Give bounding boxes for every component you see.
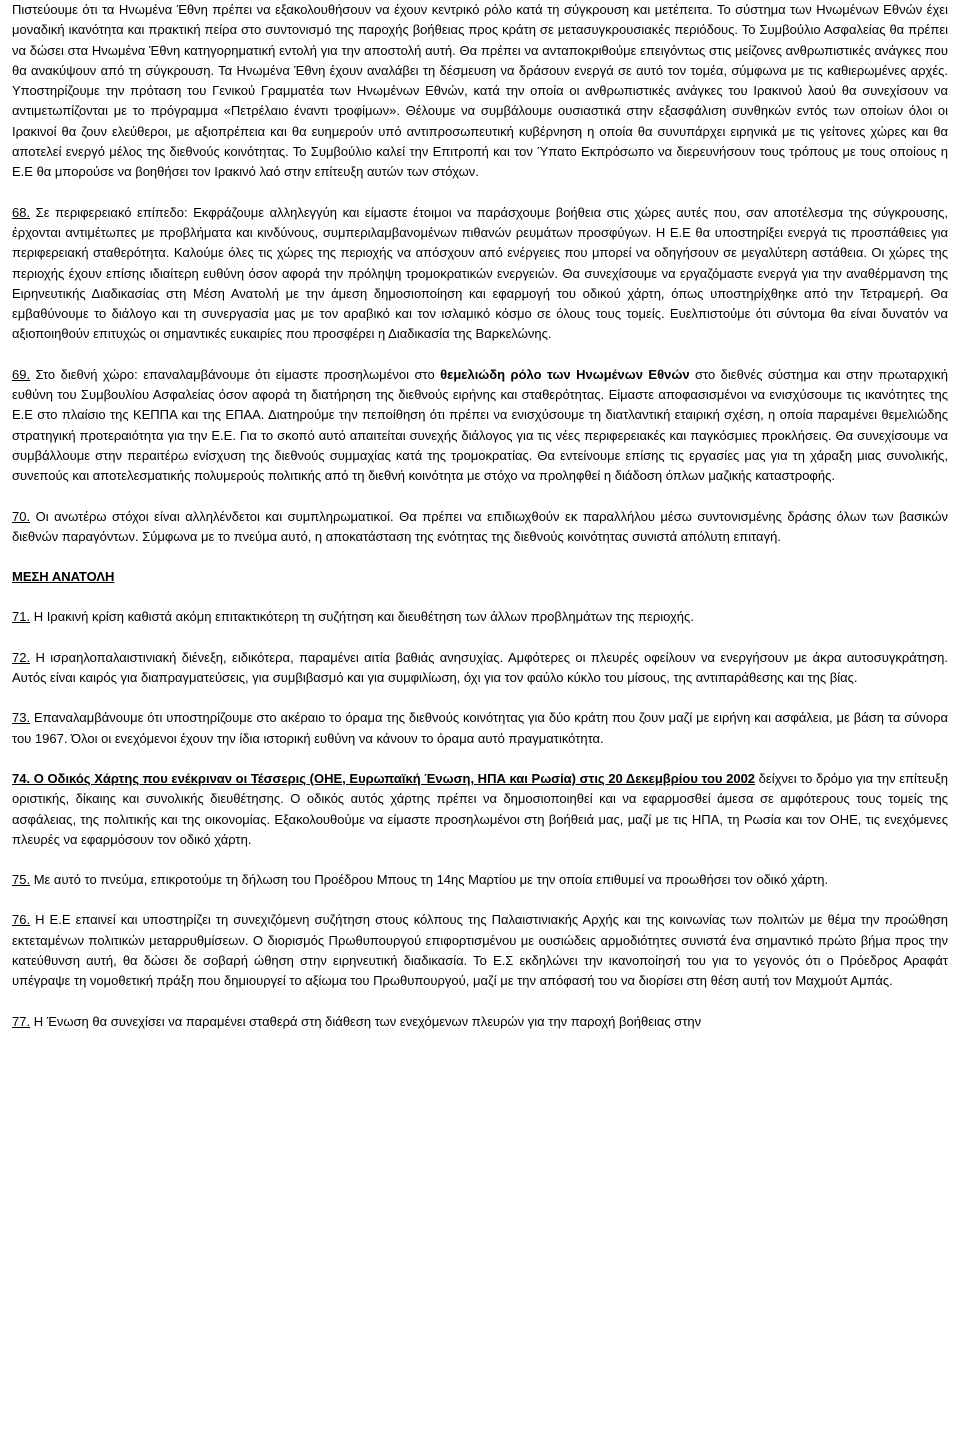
paragraph-73 [12, 708, 948, 749]
paragraph-75 [12, 870, 948, 890]
paragraph-number: 77. [12, 1013, 31, 1029]
paragraph-text: Επαναλαμβάνουμε ότι υποστηρίζουμε στο ακέραιο το όραμα της διεθνούς κοινότητας για δύο κράτη που ζουν μαζί με ειρήνη και ασφάλεια, με βάση τα σύνορα του 1967. Όλοι οι ενεχόμενοι έχουν την ίδια ιστορική ευθύνη να κάνουν το όραμα αυτό πραγματικότητα. [12, 710, 948, 746]
paragraph-76 [12, 910, 948, 991]
paragraph-number: 70. [12, 508, 31, 524]
paragraph-number: 69. [12, 366, 31, 382]
paragraph-number: 74. [12, 770, 31, 786]
paragraph-70 [12, 507, 948, 548]
paragraph-text: Με αυτό το πνεύμα, επικροτούμε τη δήλωση του Προέδρου Μπους τη 14ης Μαρτίου με την οποία επιθυμεί να προωθήσει τον οδικό χάρτη. [30, 872, 829, 888]
paragraph-text: Η ισραηλοπαλαιστινιακή διένεξη, ειδικότερα, παραμένει αιτία βαθιάς ανησυχίας. Αμφότερες οι πλευρές οφείλουν να ενεργήσουν με άκρα αυτοσυγκράτηση. Αυτός είναι καιρός για διαπραγματεύσεις, για συμβιβασμό και για συμφιλίωση, όχι για τον φαύλο κύκλο του μίσους, της αντιπαράθεσης και της βίας. [12, 649, 948, 686]
paragraph-number: 68. [12, 204, 31, 220]
paragraph-69 [12, 365, 948, 487]
paragraph-intro: Πιστεύουμε ότι τα Ηνωμένα Έθνη πρέπει να εξακολουθήσουν να έχουν κεντρικό ρόλο κατά τη σύγκρουση και μετέπειτα. Το σύστημα των Ηνωμένων Εθνών έχει μοναδική ικανότητα και πρακτική πείρα στο συντονισμό της παροχής βοήθειας προς κράτη σε μετασυγκρουσιακές περιόδους. Το Συμβούλιο Ασφαλείας θα πρέπει να δώσει στα Ηνωμένα Έθνη κατηγορηματική εντολή για την αποστολή αυτή. Θα πρέπει να ανταποκριθούμε επειγόντως στις μείζονες ανθρωπιστικές ανάγκες που θα ανακύψουν από τη σύγκρουση. Τα Ηνωμένα Έθνη έχουν αναλάβει τη δέσμευση να δράσουν ενεργά σε αυτό τον τομέα, σύμφωνα με τις καθιερωμένες αρχές. Υποστηρίζουμε την πρόταση του Γενικού Γραμματέα των Ηνωμένων Εθνών, κατά την οποία οι ανθρωπιστικές ανάγκες του Ιρακινού λαού θα συνεχίσουν να αντιμετωπίζονται με το πρόγραμμα «Πετρέλαιο έναντι τροφίμων». Θέλουμε να συμβάλουμε ουσιαστικά στην εξασφάλιση συνθηκών εντός των οποίων όλοι οι Ιρακινοί θα ζουν ελεύθεροι, με αξιοπρέπεια και θα ευημερούν υπό αντιπροσωπευτική κυβέρνηση η οποία θα συνυπάρχει ειρηνικά με τις γείτονες χώρες και θα αποτελεί ενεργό μέλος της διεθνούς κοινότητας. Το Συμβούλιο καλεί την Επιτροπή και τον Ύπατο Εκπρόσωπο να διερευνήσουν τους τρόπους με τους οποίους η Ε.Ε θα μπορούσε να βοηθήσει τον Ιρακινό λαό στην επίτευξη αυτών των στόχων. [12, 2, 948, 180]
paragraph-text: Οι ανωτέρω στόχοι είναι αλληλένδετοι και συμπληρωματικοί. Θα πρέπει να επιδιωχθούν εκ παραλλήλου μέσω συντονισμένης δράσης όλων των βασικών διεθνών παραγόντων. Σύμφωνα με το πνεύμα αυτό, η αποκατάσταση της ενότητας της διεθνούς κοινότητας συνιστά απόλυτη επιταγή. [12, 508, 948, 544]
paragraph-number: 72. [12, 649, 31, 665]
paragraph-bold-text: Ο Οδικός Χάρτης που ενέκριναν οι Τέσσερις (ΟΗΕ, Ευρωπαϊκή Ένωση, ΗΠΑ και Ρωσία) στις 20 Δεκεμβρίου του 2002 [30, 770, 756, 786]
paragraph-68 [12, 203, 948, 345]
paragraph-bold-text: θεμελιώδη ρόλο των Ηνωμένων Εθνών [440, 366, 690, 382]
paragraph-text: στο διεθνές σύστημα και στην πρωταρχική ευθύνη του Συμβουλίου Ασφαλείας όσον αφορά τη διατήρηση της διεθνούς ειρήνης και σταθερότητας. Είμαστε αποφασισμένοι να ενισχύσουμε τις ικανότητες της Ε.Ε στο πλαίσιο της ΚΕΠΠΑ και της ΕΠΑΑ. Διατηρούμε την πεποίθηση ότι πρέπει να ενισχύσουμε τη διατλαντική εταιρική σχέση, η οποία παραμένει θεμελιώδης στρατηγική προτεραιότητα για την Ε.Ε. Για το σκοπό αυτό απαιτείται συνεχής διάλογος για τις νέες περιφερειακές και παγκόσμιες προκλήσεις. Θα συνεχίσουμε να συμβάλλουμε στην περαιτέρω ενίσχυση της διεθνούς συμμαχίας κατά της τρομοκρατίας. Θα εντείνουμε επίσης τις εργασίες μας για τη χάραξη μιας συνολικής, συνεπούς και αποτελεσματικής πολυμερούς πολιτικής από τη διεθνή κοινότητα με στόχο να προληφθεί η διάδοση όπλων μαζικής καταστροφής. [12, 366, 948, 484]
paragraph-number: 76. [12, 912, 31, 928]
paragraph-text: Σε περιφερειακό επίπεδο: Εκφράζουμε αλληλεγγύη και είμαστε έτοιμοι να παράσχουμε βοήθεια στις χώρες αυτές που, σαν αποτέλεσμα της σύγκρουσης, έρχονται αντιμέτωπες με προβλήματα και κινδύνους, συμπεριλαμβανομένων πιθανών ρευμάτων προσφύγων. Η Ε.Ε θα υποστηρίξει ενεργά τις προσπάθειες για περιφερειακή σταθερότητα. Καλούμε όλες τις χώρες της περιοχής να απόσχουν από ενέργειες που μπορεί να οδηγήσουν σε μεγαλύτερη αστάθεια. Οι χώρες της περιοχής έχουν επίσης ιδιαίτερη ευθύνη όσον αφορά την πρόληψη τρομοκρατικών ενεργειών. Θα συνεχίσουμε να εργαζόμαστε ενεργά για την αναθέρμανση της Ειρηνευτικής Διαδικασίας στη Μέση Ανατολή με την άμεση δημοσιοποίηση και εφαρμογή του οδικού χάρτη, όπως υποστηρίχθηκε από την Τετραμερή. Θα εμβαθύνουμε το διάλογο και τη συνεργασία μας με τον αραβικό και τον ισλαμικό κόσμο σε όλους τους τομείς. Ευελπιστούμε ότι σύντομα θα είναι δυνατόν να αξιοποιηθούν επιτυχώς οι σημαντικές ευκαιρίες που προσφέρει η Διαδικασία της Βαρκελώνης. [12, 204, 948, 342]
paragraph-text: Η Ιρακινή κρίση καθιστά ακόμη επιτακτικότερη τη συζήτηση και διευθέτηση των άλλων προβλημάτων της περιοχής. [30, 609, 694, 625]
paragraph-74 [12, 769, 948, 850]
paragraph-number: 75. [12, 872, 31, 888]
paragraph-77 [12, 1012, 948, 1032]
paragraph-number: 71. [12, 609, 31, 625]
paragraph-text: Η Ένωση θα συνεχίσει να παραμένει σταθερά στη διάθεση των ενεχόμενων πλευρών για την παροχή βοήθειας στην [30, 1013, 702, 1029]
section-heading-middle-east: ΜΕΣΗ ΑΝΑΤΟΛΗ [12, 569, 115, 585]
paragraph-71 [12, 607, 948, 627]
paragraph-72 [12, 648, 948, 689]
paragraph-text: Η Ε.Ε επαινεί και υποστηρίζει τη συνεχιζόμενη συζήτηση στους κόλπους της Παλαιστινιακής Αρχής και της κοινωνίας των πολιτών με θέμα την προώθηση εκτεταμένων πολιτικών μεταρρυθμίσεων. Ο διορισμός Πρωθυπουργού επιφορτισμένου με ουσιώδεις αρμοδιότητες συνιστά ένα σημαντικό πρώτο βήμα προς την κατεύθυνση αυτή, θα δώσει δε σοβαρή ώθηση στην ειρηνευτική διαδικασία. Το Ε.Σ εκδηλώνει την ικανοποίησή του για το γεγονός ότι ο Πρόεδρος Αραφάτ υπέγραψε τη νομοθετική πράξη που δημιουργεί το αξίωμα του Πρωθυπουργού, μαζί με την απόφασή του να διορίσει στη θέση αυτή τον Μαχμούτ Αμπάς. [12, 912, 948, 989]
paragraph-number: 73. [12, 710, 31, 726]
paragraph-text: Στο διεθνή χώρο: επαναλαμβάνουμε ότι είμαστε προσηλωμένοι στο [30, 366, 441, 382]
paragraph-text: δείχνει το δρόμο για την επίτευξη οριστικής, δίκαιης και συνολικής διευθέτησης. Ο οδικός αυτός χάρτης πρέπει να δημοσιοποιηθεί και να εφαρμοσθεί άμεσα σε αμφότερους τους τομείς της ασφάλειας, της πολιτικής και της οικονομίας. Εξακολουθούμε να είμαστε προσηλωμένοι στη βοήθειά μας, μαζί με τις ΗΠΑ, τη Ρωσία και τον ΟΗΕ, τις ενεχόμενες πλευρές να εφαρμόσουν τον οδικό χάρτη. [12, 770, 948, 847]
